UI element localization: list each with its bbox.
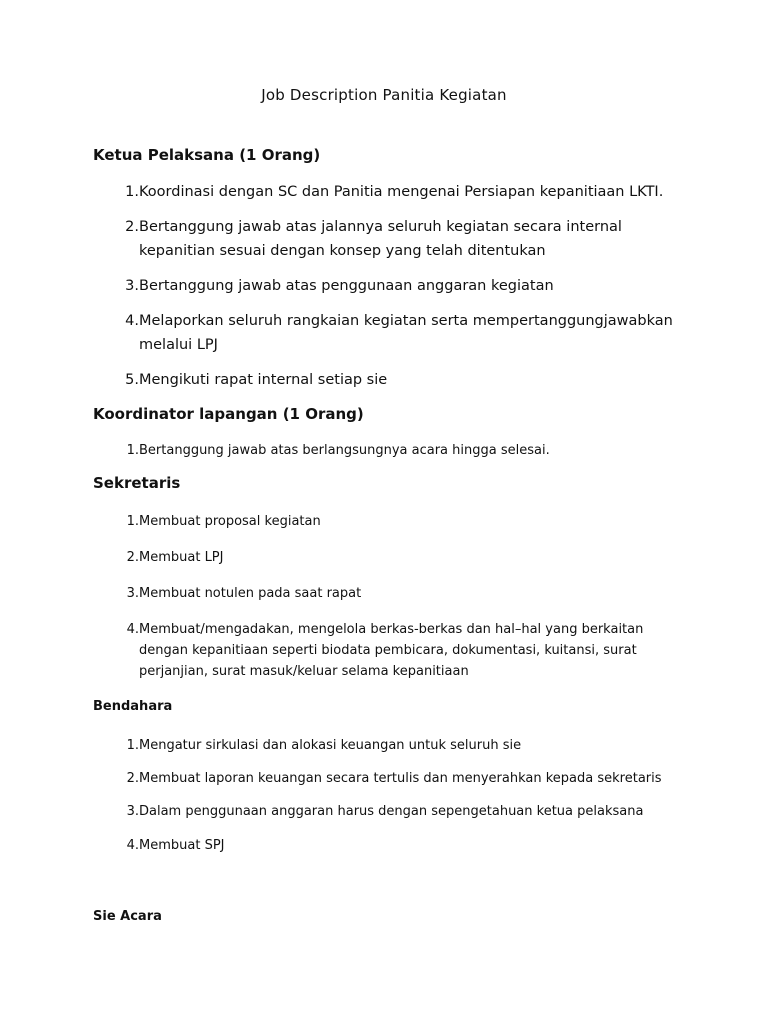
list-text: Membuat/mengadakan, mengelola berkas-berkas dan hal–hal yang berkaitan dengan kepanitiaan seperti biodata pembicara, dokumentasi, kuitansi, surat perjanjian, surat masuk/keluar selama kepanitiaan [139,622,644,679]
list-number: 4. [126,622,139,637]
list-text: Membuat SPJ [139,838,225,853]
section-heading-koordinator-lapangan: Koordinator lapangan (1 Orang) [93,405,364,423]
list-number: 4. [125,313,139,329]
list-text: Bertanggung jawab atas berlangsungnya acara hingga selesai. [139,443,550,458]
list-item [93,309,683,357]
list-item [93,274,683,298]
list-number: 4. [126,838,139,853]
list-item [93,180,683,204]
list-text: Membuat laporan keuangan secara tertulis dan menyerahkan kepada sekretaris [139,771,662,786]
section-heading-bendahara: Bendahara [93,699,173,714]
section-heading-sekretaris: Sekretaris [93,474,181,492]
list-text: Membuat proposal kegiatan [139,514,321,529]
list-number: 3. [125,278,139,294]
section-heading-ketua-pelaksana: Ketua Pelaksana (1 Orang) [93,146,321,164]
list-text: Membuat LPJ [139,550,224,565]
list-number: 2. [125,219,139,235]
list-item [93,801,683,822]
list-number: 2. [126,550,139,565]
list-item [93,511,683,532]
list-text: Membuat notulen pada saat rapat [139,586,362,601]
list-number: 1. [126,738,139,753]
document-title: Job Description Panitia Kegiatan [261,86,507,104]
list-number: 3. [126,586,139,601]
list-number: 5. [125,372,139,388]
list-item [93,583,683,604]
list-number: 3. [126,804,139,819]
list-item [93,547,683,568]
list-item [93,768,683,789]
list-text: Mengatur sirkulasi dan alokasi keuangan untuk seluruh sie [139,738,522,753]
list-item [93,735,683,756]
list-item [93,368,683,392]
list-item [93,440,683,461]
list-text: Melaporkan seluruh rangkaian kegiatan serta mempertanggungjawabkan melalui LPJ [139,313,673,353]
list-number: 1. [126,514,139,529]
list-text: Koordinasi dengan SC dan Panitia mengenai Persiapan kepanitiaan LKTI. [139,184,664,200]
list-text: Dalam penggunaan anggaran harus dengan sepengetahuan ketua pelaksana [139,804,644,819]
list-text: Bertanggung jawab atas penggunaan anggaran kegiatan [139,278,554,294]
list-number: 2. [126,771,139,786]
list-item [93,619,683,682]
list-text: Bertanggung jawab atas jalannya seluruh kegiatan secara internal kepanitian sesuai dengan konsep yang telah ditentukan [139,219,622,259]
list-number: 1. [125,184,139,200]
section-heading-sie-acara: Sie Acara [93,909,162,924]
list-number: 1. [126,443,139,458]
list-text: Mengikuti rapat internal setiap sie [139,372,388,388]
list-item [93,215,683,263]
list-item [93,835,683,856]
